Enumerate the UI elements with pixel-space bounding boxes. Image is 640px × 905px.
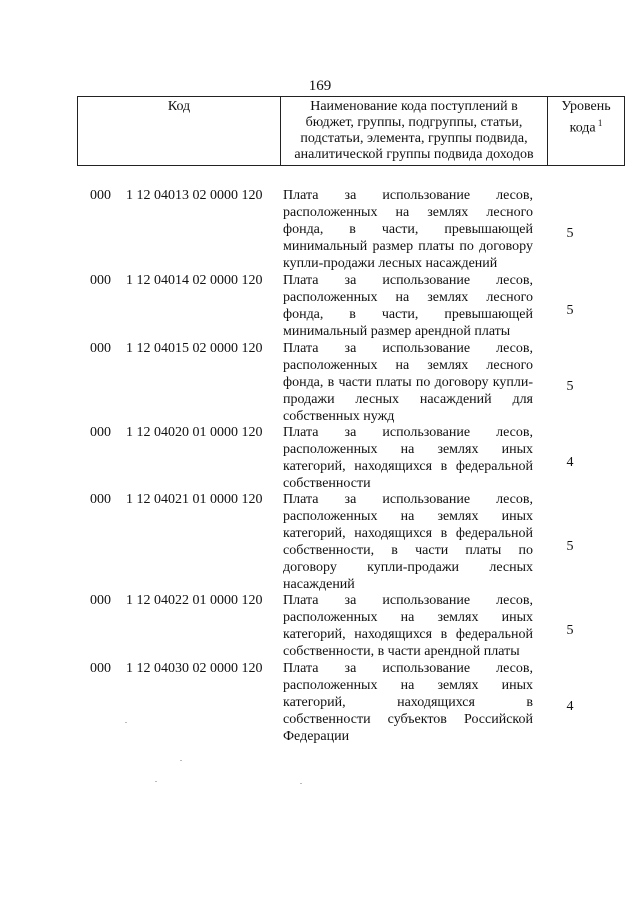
income-code: 1 12 04030 02 0000 120 — [126, 661, 263, 676]
income-name-line: фонда, в части, превышающей — [283, 307, 533, 322]
income-name-line: категорий, находящихся в — [283, 695, 533, 710]
income-name-line: Плата за использование лесов, — [283, 188, 533, 203]
admin-code: 000 — [90, 593, 111, 608]
header-name-line: Наименование кода поступлений в — [310, 99, 518, 114]
code-level: 5 — [566, 623, 574, 638]
income-name — [283, 592, 533, 660]
income-name-line: расположенных на землях иных — [283, 610, 533, 625]
code-level: 4 — [566, 455, 574, 470]
admin-code: 000 — [90, 425, 111, 440]
scan-speck — [155, 781, 157, 782]
income-name-line: расположенных на землях лесного — [283, 290, 533, 305]
header-level-line — [551, 99, 621, 115]
code-level: 5 — [566, 303, 574, 318]
code-level: 5 — [566, 379, 574, 394]
income-name-line: Плата за использование лесов, — [283, 492, 533, 507]
income-name-line: категорий, находящихся в федеральной — [283, 627, 533, 642]
income-code: 1 12 04020 01 0000 120 — [126, 425, 263, 440]
income-name-line: договору купли-продажи лесных — [283, 560, 533, 575]
header-level-text: кода — [569, 120, 596, 136]
income-name-line: собственности субъектов Российской — [283, 712, 533, 727]
income-name-line: Плата за использование лесов, — [283, 341, 533, 356]
income-code: 1 12 04015 02 0000 120 — [126, 341, 263, 356]
income-name-line: минимальный размер платы по договору — [283, 239, 533, 254]
income-code: 1 12 04013 02 0000 120 — [126, 188, 263, 203]
admin-code: 000 — [90, 188, 111, 203]
income-name-line: минимальный размер арендной платы — [283, 324, 511, 339]
header-code: Код — [78, 97, 281, 166]
income-name-line: собственности — [283, 476, 371, 491]
income-name-line: собственности, в части платы по — [283, 543, 533, 558]
header-name — [281, 97, 548, 166]
footnote-marker: 1 — [595, 118, 603, 128]
table-header — [77, 96, 625, 166]
header-level-text: Уровень — [561, 99, 611, 114]
income-name — [283, 491, 533, 593]
income-name-line: Плата за использование лесов, — [283, 425, 533, 440]
header-name-line: подстатьи, элемента, группы подвида, — [300, 131, 528, 146]
income-name-line: продажи лесных насаждений для — [283, 392, 533, 407]
income-code: 1 12 04021 01 0000 120 — [126, 492, 263, 507]
header-name-line: бюджет, группы, подгруппы, статьи, — [305, 115, 523, 130]
income-name-line: расположенных на землях иных — [283, 678, 533, 693]
income-name-line: Плата за использование лесов, — [283, 593, 533, 608]
income-code: 1 12 04014 02 0000 120 — [126, 273, 263, 288]
scan-speck — [125, 722, 127, 723]
income-name-line: фонда, в части, превышающей — [283, 222, 533, 237]
income-name-line: Плата за использование лесов, — [283, 273, 533, 288]
code-level: 4 — [566, 699, 574, 714]
admin-code: 000 — [90, 273, 111, 288]
code-level: 5 — [566, 539, 574, 554]
income-name-line: расположенных на землях лесного — [283, 358, 533, 373]
income-name-line: Федерации — [283, 729, 350, 744]
income-name-line: фонда, в части платы по договору купли- — [283, 375, 533, 390]
income-name-line: насаждений — [283, 577, 355, 592]
scan-speck — [180, 760, 182, 761]
income-name — [283, 660, 533, 745]
header-level-line — [551, 115, 621, 137]
income-name-line: собственности, в части арендной платы — [283, 644, 520, 659]
income-name — [283, 424, 533, 492]
income-name — [283, 340, 533, 425]
admin-code: 000 — [90, 661, 111, 676]
admin-code: 000 — [90, 341, 111, 356]
code-level: 5 — [566, 226, 574, 241]
income-name-line: Плата за использование лесов, — [283, 661, 533, 676]
income-name-line: расположенных на землях лесного — [283, 205, 533, 220]
income-name-line: купли-продажи лесных насаждений — [283, 256, 498, 271]
income-name-line: расположенных на землях иных — [283, 509, 533, 524]
income-name-line: собственных нужд — [283, 409, 395, 424]
income-name-line: категорий, находящихся в федеральной — [283, 526, 533, 541]
income-name-line: категорий, находящихся в федеральной — [283, 459, 533, 474]
income-name — [283, 272, 533, 340]
header-level — [548, 97, 625, 166]
page-number: 169 — [308, 78, 332, 94]
income-code: 1 12 04022 01 0000 120 — [126, 593, 263, 608]
income-name — [283, 187, 533, 272]
income-name-line: расположенных на землях иных — [283, 442, 533, 457]
admin-code: 000 — [90, 492, 111, 507]
header-name-line: аналитической группы подвида доходов — [294, 147, 534, 162]
scan-speck — [300, 783, 302, 784]
